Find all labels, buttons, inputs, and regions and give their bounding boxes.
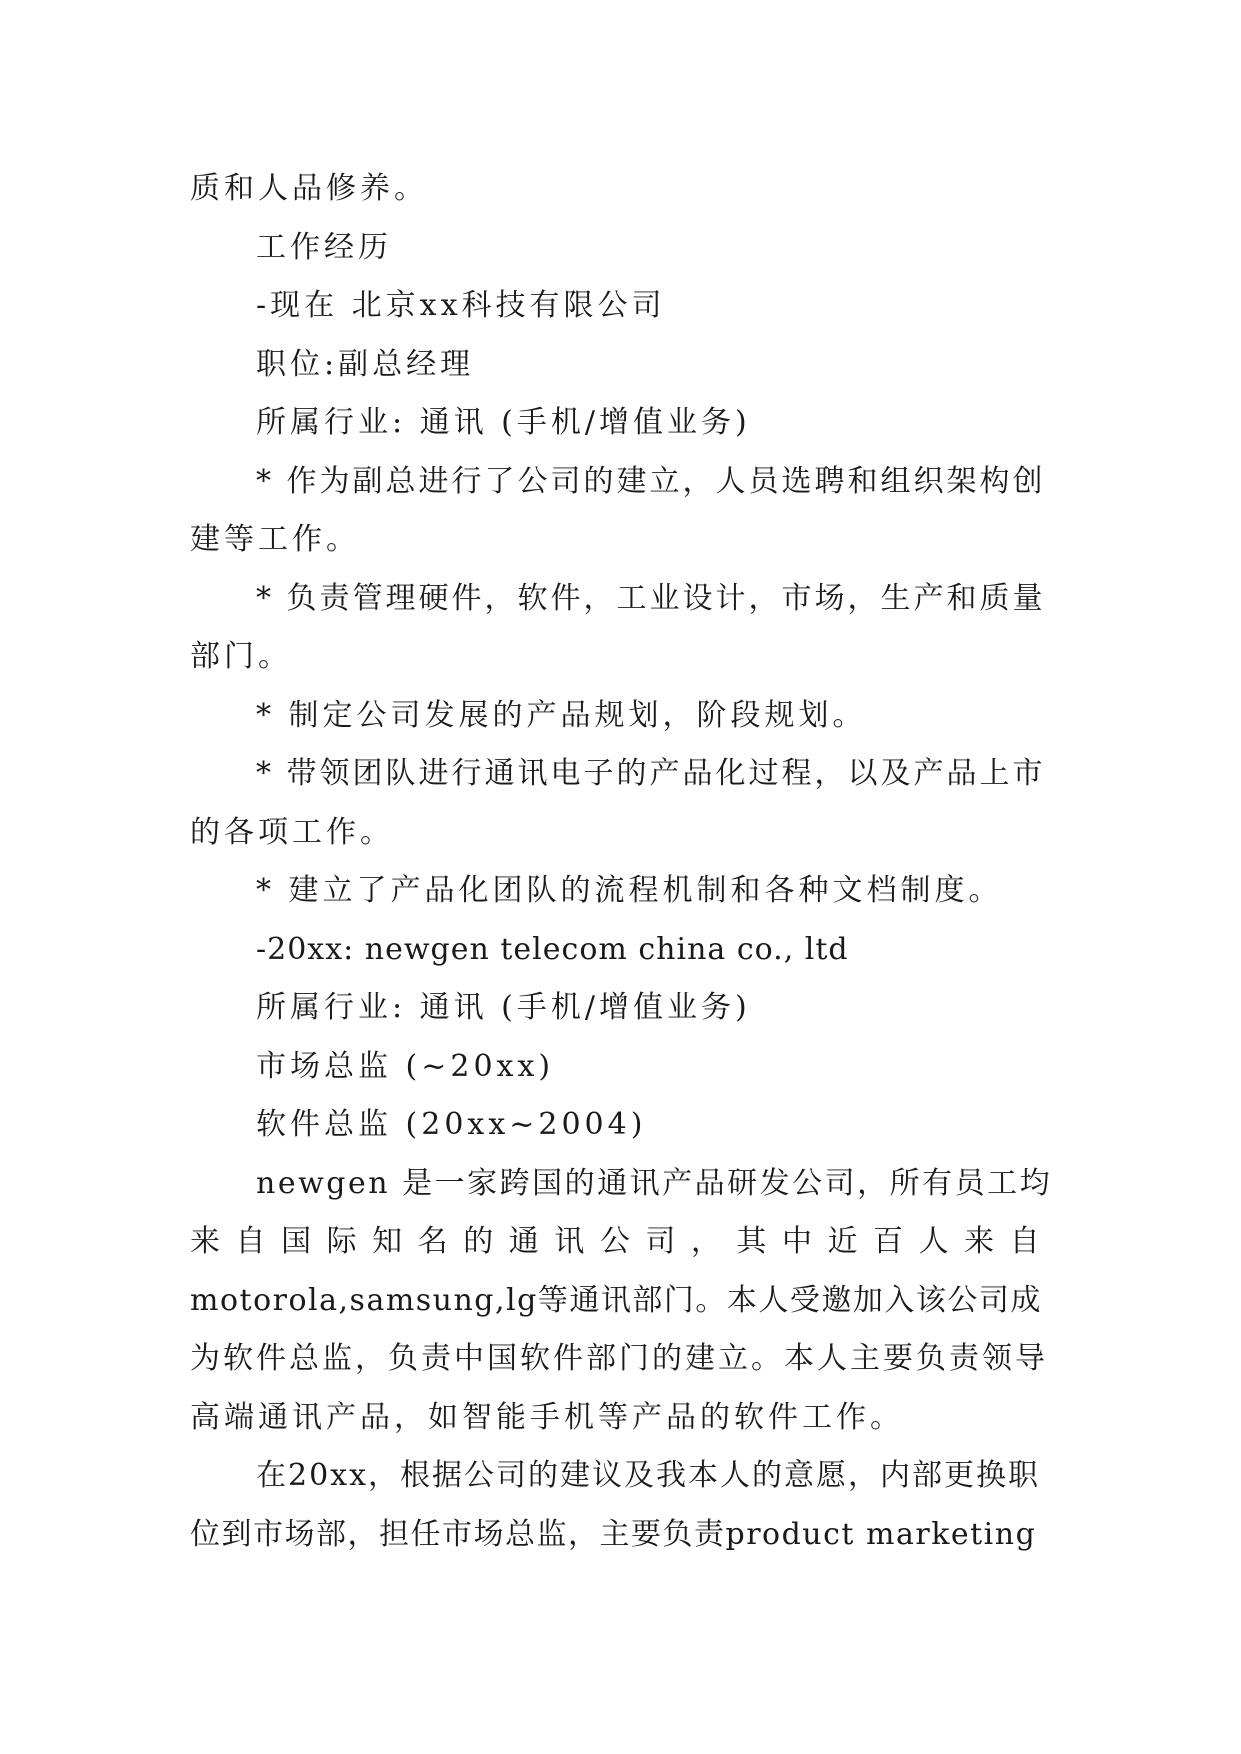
paragraph-line: 为软件总监，负责中国软件部门的建立。本人主要负责领导 <box>190 1341 1048 1376</box>
section-heading-work-experience: 工作经历 <box>256 229 392 265</box>
employer-line: -20xx: newgen telecom china co., ltd <box>256 931 849 967</box>
position-line: 软件总监 (20xx~2004) <box>256 1107 647 1142</box>
bullet-line: * 建立了产品化团队的流程机制和各种文档制度。 <box>256 873 1003 908</box>
bullet-line: * 作为副总进行了公司的建立，人员选聘和组织架构创 <box>256 463 1046 499</box>
text-line: 的各项工作。 <box>190 814 394 850</box>
bullet-line: * 负责管理硬件，软件，工业设计，市场，生产和质量 <box>256 580 1046 616</box>
paragraph-line: 来 自 国 际 知 名 的 通 讯 公 司 ， 其 中 近 百 人 来 自 <box>190 1224 1043 1259</box>
paragraph-line: newgen 是一家跨国的通讯产品研发公司，所有员工均 <box>256 1165 1053 1201</box>
paragraph-line: 在20xx，根据公司的建议及我本人的意愿，内部更换职 <box>256 1458 1041 1493</box>
text-line: 质和人品修养。 <box>190 171 428 206</box>
industry-line: 所属行业: 通讯 (手机/增值业务) <box>256 990 751 1025</box>
industry-line: 所属行业: 通讯 (手机/增值业务) <box>256 405 751 440</box>
paragraph-line: motorola,samsung,lg等通讯部门。本人受邀加入该公司成 <box>190 1282 1042 1318</box>
document-body <box>190 160 1052 1564</box>
employer-line: -现在 北京xx科技有限公司 <box>256 288 666 323</box>
bullet-line: * 带领团队进行通讯电子的产品化过程，以及产品上市 <box>256 756 1046 791</box>
text-line: 部门。 <box>190 639 292 674</box>
paragraph-line: 高端通讯产品，如智能手机等产品的软件工作。 <box>190 1399 904 1435</box>
text-line: 建等工作。 <box>190 522 360 557</box>
position-line: 市场总监 (~20xx) <box>256 1048 555 1084</box>
position-line: 职位:副总经理 <box>256 346 475 382</box>
bullet-line: * 制定公司发展的产品规划，阶段规划。 <box>256 697 867 733</box>
paragraph-line: 位到市场部，担任市场总监，主要负责product marketing <box>190 1516 1037 1552</box>
